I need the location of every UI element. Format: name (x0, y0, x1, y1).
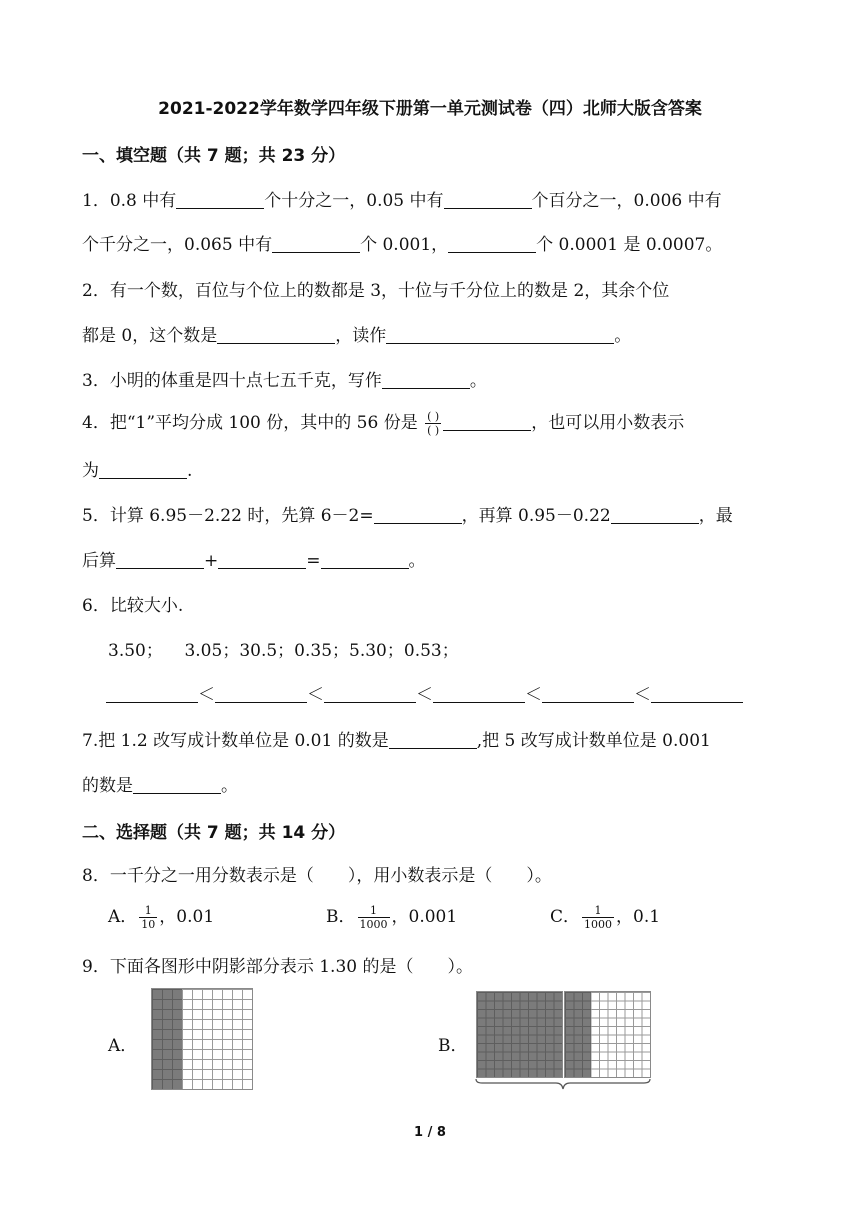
option-value: ，0.01 (159, 907, 215, 927)
text: 7.把 1.2 改写成计数单位是 0.01 的数是 (82, 731, 389, 751)
text: 个 0.0001 是 0.0007。 (536, 235, 723, 255)
text: ，也可以用小数表示 (531, 413, 685, 433)
question-9: 9．下面各图形中阴影部分表示 1.30 的是（ ）。 (82, 957, 473, 977)
fraction (582, 904, 614, 931)
option-letter: C． (550, 907, 581, 927)
text: 个 0.001， (360, 235, 449, 255)
answer-blank[interactable] (321, 550, 409, 569)
option-a-hundred-grid[interactable] (151, 988, 253, 1090)
answer-blank[interactable] (382, 370, 470, 389)
text: 为 (82, 461, 99, 481)
shaded-region (565, 992, 591, 1077)
less-than-sign: ＜ (416, 685, 433, 705)
shaded-region (152, 989, 182, 1089)
less-than-sign: ＜ (525, 685, 542, 705)
page-number: 1 / 8 (414, 1125, 446, 1140)
question-2-line-1: 2．有一个数，百位与个位上的数都是 3，十位与千分位上的数是 2，其余个位 (82, 281, 670, 301)
answer-blank[interactable] (116, 550, 204, 569)
answer-blank[interactable] (215, 684, 307, 703)
answer-blank[interactable] (106, 684, 198, 703)
fraction (358, 904, 390, 931)
option-letter: A． (108, 907, 138, 927)
answer-blank[interactable] (176, 190, 264, 209)
text: 。 (408, 551, 426, 571)
question-4-line-2 (82, 456, 192, 481)
answer-blank[interactable] (324, 684, 416, 703)
fraction-numerator: 1 (139, 904, 157, 918)
text: 3．小明的体重是四十点七五千克，写作 (82, 371, 382, 391)
question-4-line-1 (82, 408, 684, 437)
text: 5．计算 6.95－2.22 时，先算 6－2= (82, 506, 374, 526)
text: 个百分之一，0.006 中有 (531, 191, 722, 211)
answer-blank[interactable] (133, 775, 221, 794)
answer-blank[interactable] (542, 684, 634, 703)
fraction-numerator: 1 (358, 904, 390, 918)
question-9-option-b-label[interactable]: B． (438, 1036, 468, 1056)
text: 后算 (82, 551, 116, 571)
fraction-denominator: ( ) (427, 424, 440, 437)
text: . (187, 461, 193, 481)
answer-blank[interactable] (443, 412, 531, 431)
text: ，再算 0.95－0.22 (461, 506, 611, 526)
answer-blank[interactable] (386, 325, 614, 344)
answer-blank[interactable] (374, 505, 462, 524)
answer-blank[interactable] (389, 730, 477, 749)
option-b-grid-2[interactable] (564, 991, 651, 1078)
text: 都是 0，这个数是 (82, 326, 218, 346)
text: 的数是 (82, 776, 133, 796)
question-2-line-2 (82, 321, 631, 346)
less-than-sign: ＜ (634, 685, 651, 705)
question-5-line-1 (82, 501, 733, 526)
text: 。 (469, 371, 487, 391)
question-6: 6．比较大小. (82, 596, 184, 616)
answer-blank[interactable] (99, 460, 187, 479)
option-value: ，0.1 (616, 907, 661, 927)
question-8-option-a[interactable] (108, 902, 214, 931)
plus-sign: + (204, 551, 219, 571)
fraction-numerator: ( ) (427, 410, 440, 423)
shaded-region (477, 992, 562, 1077)
text: 4．把“1”平均分成 100 份，其中的 56 份是 (82, 413, 418, 433)
equals-sign: = (306, 551, 321, 571)
option-b-grid-1[interactable] (476, 991, 563, 1078)
question-6-compare-row (106, 680, 743, 705)
section-heading-multiple-choice: 二、选择题（共 7 题；共 14 分） (82, 823, 346, 843)
question-1-line-2 (82, 230, 722, 255)
question-8-option-b[interactable] (326, 902, 457, 931)
fraction-denominator: 1000 (359, 918, 388, 931)
question-3 (82, 366, 487, 391)
question-6-numbers: 3.50； 3.05；30.5；0.35；5.30；0.53； (108, 641, 459, 661)
fraction-numerator: 1 (582, 904, 614, 918)
option-value: ，0.001 (391, 907, 458, 927)
fraction-denominator: 1000 (584, 918, 613, 931)
text: ，读作 (335, 326, 387, 346)
question-5-line-2 (82, 546, 426, 571)
answer-blank[interactable] (218, 550, 306, 569)
text: 。 (221, 776, 238, 796)
answer-blank[interactable] (448, 234, 536, 253)
option-letter: B． (326, 907, 356, 927)
fraction (425, 410, 441, 437)
text: 个千分之一，0.065 中有 (82, 235, 273, 255)
page-title: 2021-2022学年数学四年级下册第一单元测试卷（四）北师大版含答案 (158, 99, 702, 119)
question-7-line-2 (82, 771, 238, 796)
section-heading-fill-in: 一、填空题（共 7 题；共 23 分） (82, 146, 346, 166)
answer-blank[interactable] (444, 190, 532, 209)
question-8: 8．一千分之一用分数表示是（ ），用小数表示是（ ）。 (82, 866, 552, 886)
answer-blank[interactable] (433, 684, 525, 703)
less-than-sign: ＜ (307, 685, 324, 705)
fraction (139, 904, 157, 931)
brace-icon (474, 1077, 652, 1091)
question-8-option-c[interactable] (550, 902, 660, 931)
question-9-option-a-label[interactable]: A． (108, 1036, 138, 1056)
answer-blank[interactable] (272, 234, 360, 253)
question-7-line-1 (82, 726, 711, 751)
text: 。 (614, 326, 632, 346)
fraction-denominator: 10 (141, 918, 156, 931)
text: ,把 5 改写成计数单位是 0.001 (476, 731, 711, 751)
answer-blank[interactable] (651, 684, 743, 703)
less-than-sign: ＜ (198, 685, 215, 705)
answer-blank[interactable] (217, 325, 335, 344)
text: ，最 (698, 506, 733, 526)
answer-blank[interactable] (611, 505, 699, 524)
question-1-line-1 (82, 186, 722, 211)
text: 1．0.8 中有 (82, 191, 177, 211)
text: 个十分之一，0.05 中有 (264, 191, 444, 211)
